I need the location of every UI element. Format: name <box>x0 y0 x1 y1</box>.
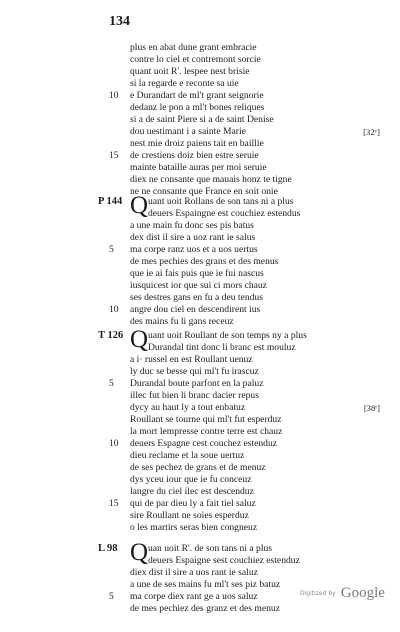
verse-text: de ses pechez de grans et de menuz <box>130 462 266 473</box>
verse-line <box>0 474 400 486</box>
verse-line <box>0 78 400 90</box>
verse-line <box>0 330 400 342</box>
verse-line <box>0 66 400 78</box>
verse-line <box>0 208 400 220</box>
verse-text: angre dou ciel en descendirent ius <box>130 304 261 315</box>
verse-text: des mains fu li gans receuz <box>130 316 234 327</box>
verse-text: dedanz le pon a ml't bones reliques <box>130 102 265 113</box>
verse-text: dex dist il sire a uoz rant ie salus <box>130 232 256 243</box>
verse-text: uan uoit R'. de son tans ni a plus <box>148 543 273 554</box>
verse-line <box>0 90 400 102</box>
verse-line <box>0 174 400 186</box>
verse-text: mainte bataille auras per moi seruie <box>130 162 267 173</box>
verse-line <box>0 354 400 366</box>
laisse-label: L 98 <box>98 543 118 554</box>
verse-text: iusquicest ior que sui ci mors chauz <box>130 280 267 291</box>
google-digitized-watermark <box>300 583 385 602</box>
verse-line <box>0 603 400 615</box>
line-number: 10 <box>109 438 119 449</box>
verse-text: dou uestimant i a sainte Marie <box>130 126 246 137</box>
verse-text: ne ne consante que France en soit onie <box>130 186 278 197</box>
verse-line <box>0 304 400 316</box>
verse-text: a une de ses mains fu ml't ses piz batuz <box>130 579 281 590</box>
verse-line <box>0 196 400 208</box>
verse-text: ly duc se besse qui ml't fu irascuz <box>130 366 259 377</box>
verse-line <box>0 292 400 304</box>
verse-text: diex dist il sire a uos rant ie saluz <box>130 567 258 578</box>
line-number: 5 <box>109 244 114 255</box>
verse-line <box>0 390 400 402</box>
verse-text: la mort lempresse contre terre est chauz <box>130 426 283 437</box>
verse-text: si la regarde e reconte sa uie <box>130 78 239 89</box>
verse-line <box>0 244 400 256</box>
verse-line <box>0 220 400 232</box>
verse-text: dys yceu iour que ie fu conceuz <box>130 474 252 485</box>
verse-text: Roullant se tourne qui ml't fut esperduz <box>130 414 282 425</box>
verse-line <box>0 522 400 534</box>
verse-line <box>0 268 400 280</box>
page-number: 134 <box>109 14 130 29</box>
verse-text: langre du ciel ilec est descenduz <box>130 486 254 497</box>
folio-reference: [38ʳ] <box>363 403 380 413</box>
verse-text: de mes pechies des grans et des menus <box>130 256 279 267</box>
verse-line <box>0 555 400 567</box>
line-number: 5 <box>109 591 114 602</box>
verse-text: o les martirs seras bien congneuz <box>130 522 258 533</box>
verse-text: Durandal boute parfont en la paluz <box>130 378 264 389</box>
verse-line <box>0 378 400 390</box>
verse-line <box>0 510 400 522</box>
verse-line <box>0 232 400 244</box>
verse-text: quant uoit R'. lespee nest brisie <box>130 66 250 77</box>
line-number: 5 <box>109 378 114 389</box>
verse-text: a une main fu donc ses pis batus <box>130 220 254 231</box>
verse-line <box>0 450 400 462</box>
drop-capital: Q <box>130 192 149 219</box>
verse-line <box>0 162 400 174</box>
verse-text: e Durandart de ml't grant seignorie <box>130 90 264 101</box>
verse-text: illec fut bien li branc dacier repus <box>130 390 259 401</box>
verse-text: nest mie droiz paiens tait en baillie <box>130 138 264 149</box>
verse-line <box>0 567 400 579</box>
verse-line <box>0 498 400 510</box>
google-logo: Google <box>340 585 385 601</box>
verse-text: contre lo ciel et contremont sorcie <box>130 54 261 65</box>
verse-text: dieu reclame et la soue uertuz <box>130 450 245 461</box>
verse-text: plus en abat dune grant embracie <box>130 42 257 53</box>
verse-text: a i· russel en est Roullant uenuz <box>130 354 253 365</box>
verse-line <box>0 543 400 555</box>
verse-text: ses destres gans en fu a deu tendus <box>130 292 263 303</box>
verse-line <box>0 462 400 474</box>
drop-capital: Q <box>130 539 149 566</box>
folio-reference: [32ᵛ] <box>363 127 380 137</box>
line-number: 10 <box>109 304 119 315</box>
verse-text: si a de saint Piere si a de saint Denise <box>130 114 274 125</box>
verse-line <box>0 426 400 438</box>
verse-text: deuers Espaingne est couchiez estendus <box>148 208 301 219</box>
verse-line <box>0 402 400 414</box>
verse-text: qui de par dieu ly a fait tiel saluz <box>130 498 256 509</box>
verse-text: ma corpe ranz uos et a uos uertus <box>130 244 258 255</box>
drop-capital: Q <box>130 326 149 353</box>
verse-text: dycy au haut ly a tout enbatuz <box>130 402 246 413</box>
verse-line <box>0 42 400 54</box>
verse-line <box>0 438 400 450</box>
verse-line <box>0 126 400 138</box>
verse-text: diex ne consante que mauais honz te tigne <box>130 174 292 185</box>
verse-text: de mes pechiez des granz et des menuz <box>130 603 280 614</box>
verse-line <box>0 414 400 426</box>
verse-text: uant uoit Roullant de son temps ny a plus <box>148 330 307 341</box>
verse-text: de crestiens doiz bien estre seruie <box>130 150 259 161</box>
verse-line <box>0 54 400 66</box>
verse-line <box>0 114 400 126</box>
verse-text: uant uoit Rollans de son tans ni a plus <box>148 196 294 207</box>
line-number: 10 <box>109 90 119 101</box>
verse-line <box>0 102 400 114</box>
verse-text: sire Roullant ne soies esperduz <box>130 510 249 521</box>
verse-line <box>0 366 400 378</box>
verse-text: que ie ai fais puis que ie fui nascus <box>130 268 264 279</box>
verse-line <box>0 342 400 354</box>
verse-line <box>0 256 400 268</box>
line-number: 15 <box>109 498 119 509</box>
line-number: 15 <box>109 150 119 161</box>
verse-text: ma corpe diex rant ge a uos saluz <box>130 591 258 602</box>
verse-line <box>0 316 400 328</box>
verse-text: Durandal tint donc li branc est mouluz <box>148 342 296 353</box>
verse-line <box>0 486 400 498</box>
laisse-label: P 144 <box>98 196 123 207</box>
verse-text: deuers Espaigne sest couchiez estenduz <box>148 555 300 566</box>
verse-line <box>0 280 400 292</box>
verse-line <box>0 138 400 150</box>
verse-line <box>0 150 400 162</box>
watermark-prefix: Digitized by <box>300 590 336 597</box>
verse-text: deuers Espagne cest couchez estenduz <box>130 438 278 449</box>
laisse-label: T 126 <box>98 330 124 341</box>
